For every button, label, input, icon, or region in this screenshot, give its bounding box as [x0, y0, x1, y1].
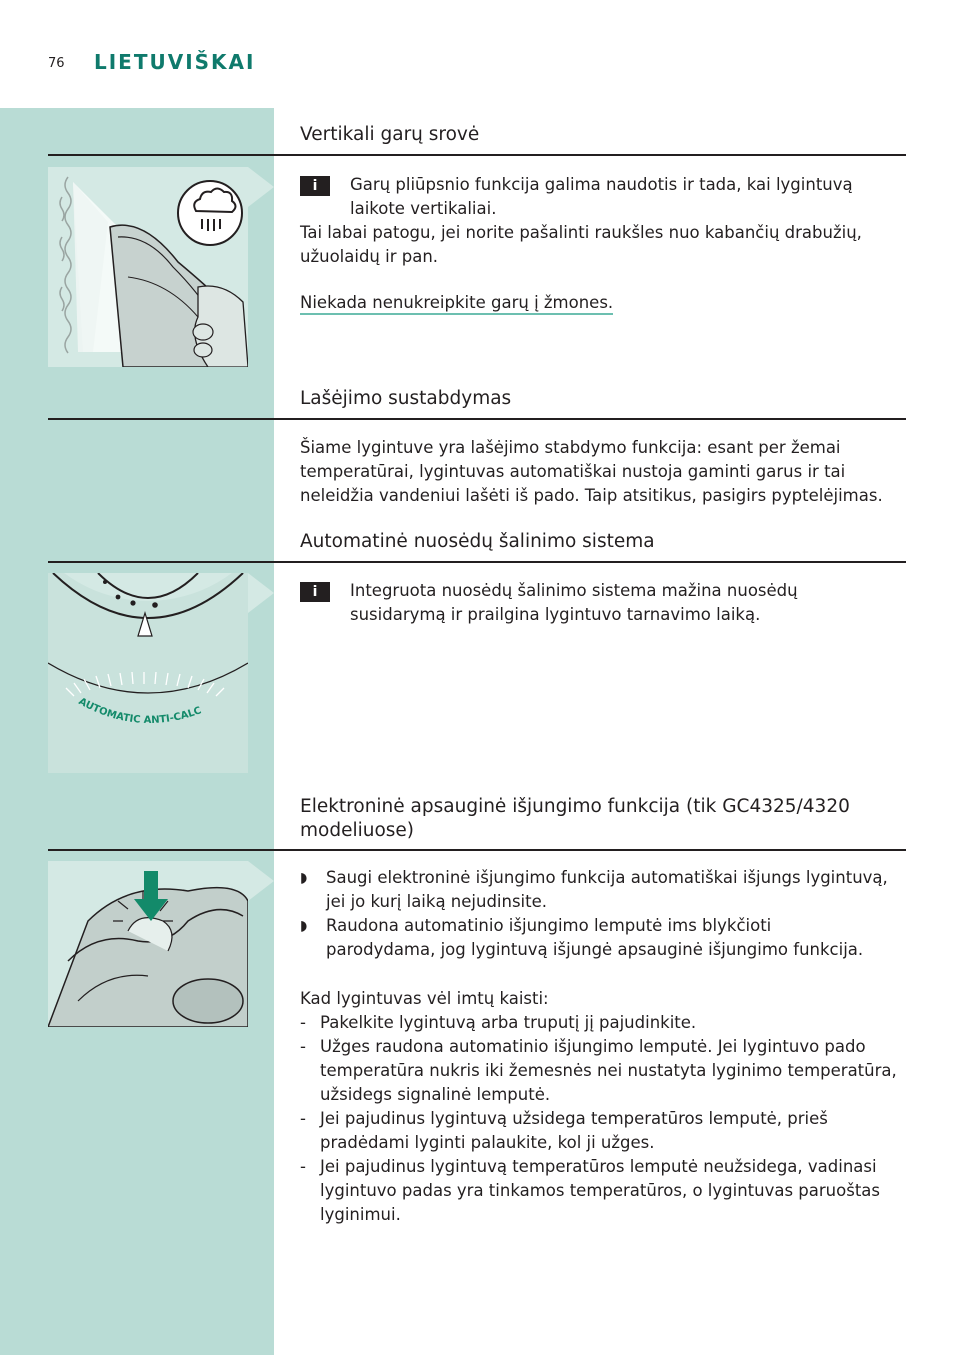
paragraph-vertical-steam: Tai labai patogu, jei norite pašalinti raukšles nuo kabančių drabužių, užuolaidų ir pan. [300, 223, 862, 266]
restart-steps [300, 1011, 910, 1227]
illustration-pointer [248, 167, 274, 207]
step-item [300, 1107, 910, 1155]
dash-marker: - [300, 1109, 306, 1128]
illustration-pointer [248, 861, 274, 901]
section-rule [48, 561, 906, 563]
section-rule [48, 154, 906, 156]
anti-calc-label: AUTOMATIC ANTI-CALC [76, 696, 203, 727]
bullet-text: Saugi elektroninė išjungimo funkcija automatiškai išjungs lygintuvą, jei jo kurį laiką nejudinsite. [326, 868, 888, 911]
language-title: LIETUVIŠKAI [94, 50, 256, 74]
section-rule [48, 418, 906, 420]
step-item [300, 1155, 910, 1227]
heading-line-2: modeliuose) [300, 820, 415, 841]
restart-intro: Kad lygintuvas vėl imtų kaisti: [300, 989, 549, 1008]
step-item [300, 1011, 910, 1035]
section-heading-vertical-steam: Vertikali garų srovė [300, 124, 480, 145]
steam-burst-icon [176, 179, 244, 247]
section-rule [48, 849, 906, 851]
dash-marker: - [300, 1157, 306, 1176]
heading-line-1: Elektroninė apsauginė išjungimo funkcija (tik GC4325/4320 [300, 796, 850, 817]
step-item [300, 1035, 910, 1107]
section-heading-drip-stop: Lašėjimo sustabdymas [300, 388, 512, 409]
step-text: Pakelkite lygintuvą arba truputį jį pajudinkite. [320, 1013, 697, 1032]
step-text: Jei pajudinus lygintuvą užsidega temperatūros lemputė, prieš pradėdami lyginti palaukite, kol ji užges. [320, 1109, 828, 1152]
warning-vertical-steam [300, 291, 910, 315]
dash-marker: - [300, 1037, 306, 1056]
down-arrow-icon [134, 871, 168, 921]
tip-vertical-steam: Garų pliūpsnio funkcija galima naudotis ir tada, kai lygintuvą laikote vertikaliai. [350, 175, 853, 218]
vertical-steam-illustration [48, 167, 248, 367]
bullet-arrow-icon: ◗ [300, 870, 308, 886]
anti-calc-illustration [48, 573, 248, 773]
illustration-pointer [248, 573, 274, 613]
page-number: 76 [48, 56, 65, 71]
info-icon: i [300, 176, 330, 196]
bullet-text: Raudona automatinio išjungimo lemputė ims blykčioti parodydama, jog lygintuvą išjungė apsauginė išjungimo funkcija. [326, 916, 864, 959]
bullet-item [300, 866, 910, 914]
step-text: Jei pajudinus lygintuvą temperatūros lemputė neužsidega, vadinasi lygintuvo padas yra tinkamos temperatūros, o lygintuvas paruoštas lyginimui. [320, 1157, 880, 1224]
bullet-arrow-icon: ◗ [300, 918, 308, 934]
paragraph-drip-stop: Šiame lygintuve yra lašėjimo stabdymo funkcija: esant per žemai temperatūrai, lygintuvas automatiškai nustoja gaminti garus ir tai neleidžia vandeniui lašėti iš pado. Taip atsitikus, pasigirs pyptelėjimas. [300, 438, 883, 505]
bullet-item [300, 914, 910, 962]
step-text: Užges raudona automatinio išjungimo lemputė. Jei lygintuvo pado temperatūra nukris iki žemesnės nei nustatyta lyginimo temperatūra, užsidegs signalinė lemputė. [320, 1037, 897, 1104]
info-icon: i [300, 582, 330, 602]
warning-text: Niekada nenukreipkite garų į žmones. [300, 293, 613, 315]
dash-marker: - [300, 1013, 306, 1032]
tip-anti-calc: Integruota nuosėdų šalinimo sistema mažina nuosėdų susidarymą ir prailgina lygintuvo tarnavimo laiką. [350, 581, 798, 624]
auto-shutoff-illustration [48, 861, 248, 1027]
section-heading-auto-shutoff [300, 795, 850, 843]
section-heading-anti-calc: Automatinė nuosėdų šalinimo sistema [300, 531, 655, 552]
